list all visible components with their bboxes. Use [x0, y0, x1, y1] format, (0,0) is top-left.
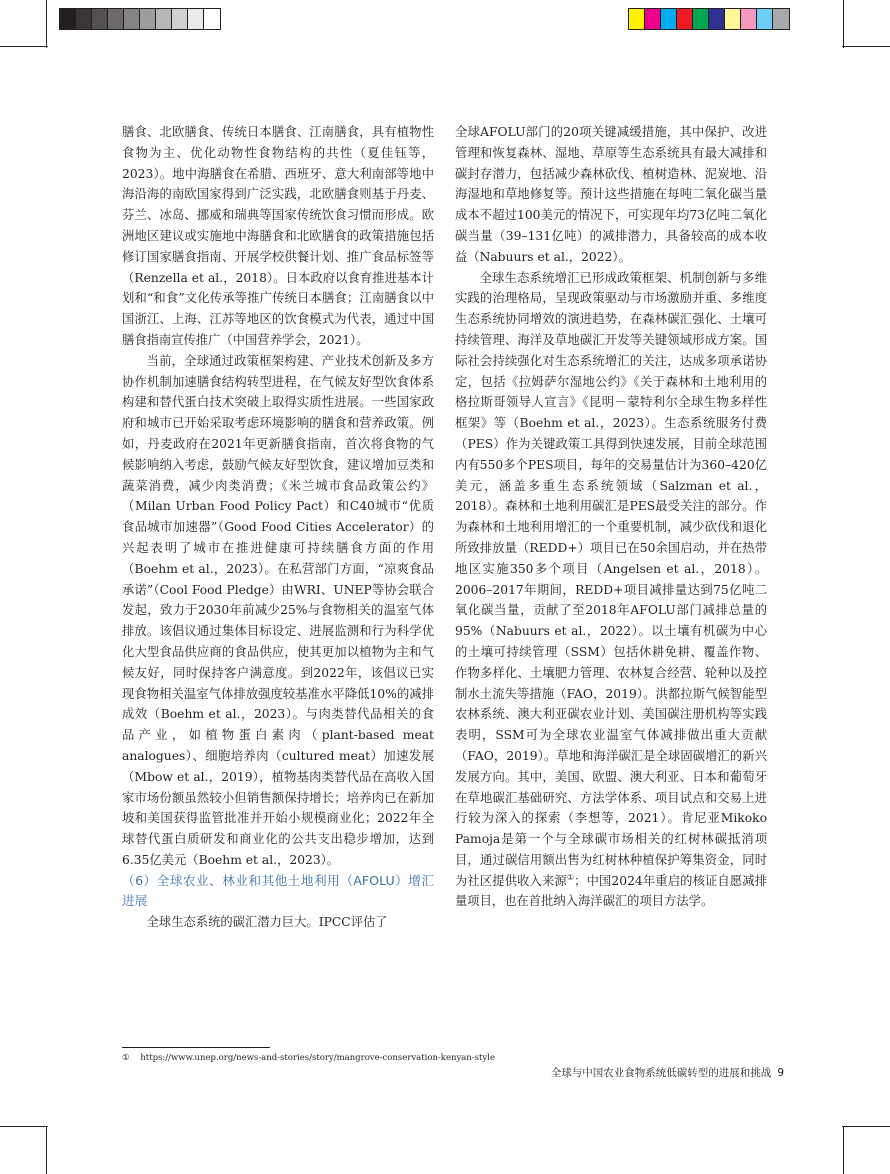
crop-mark-top-right-v	[843, 0, 844, 48]
gray-swatch-4	[108, 9, 124, 29]
gray-swatch-10	[204, 9, 220, 29]
section-heading-afolu: （6）全球农业、林业和其他土地利用（AFOLU）增汇进展	[122, 872, 434, 909]
gray-swatch-9	[188, 9, 204, 29]
gray-swatch-8	[172, 9, 188, 29]
grayscale-color-bar	[59, 8, 221, 30]
process-swatch-10	[773, 9, 789, 29]
footnote	[122, 1052, 682, 1064]
right-paragraph-2	[455, 268, 767, 913]
page-number: 9	[777, 1067, 784, 1079]
footnote-divider	[122, 1047, 270, 1048]
running-footer	[551, 1066, 784, 1080]
process-swatch-3	[661, 9, 677, 29]
gray-swatch-5	[124, 9, 140, 29]
process-swatch-9	[757, 9, 773, 29]
footnote-reference[interactable]: ①	[566, 872, 575, 882]
right-paragraph-1: 全球AFOLU部门的20项关键减缓措施，其中保护、改进管理和恢复森林、湿地、草原等生态系统具有最大减排和碳封存潜力，包括减少森林砍伐、植树造林、泥炭地、沿海湿地和草地修复等。预计这些措施在每吨二氧化碳当量成本不超过100美元的情况下，可实现年均73亿吨二氧化碳当量（39–131亿吨）的减排潜力，具备较高的成本收益（Nabuurs et al.，2022）。	[455, 125, 767, 264]
crop-mark-top-right-h	[842, 46, 890, 47]
process-swatch-5	[693, 9, 709, 29]
gray-swatch-2	[76, 9, 92, 29]
process-swatch-7	[725, 9, 741, 29]
gray-swatch-1	[60, 9, 76, 29]
left-text-column	[122, 122, 434, 933]
process-swatch-1	[629, 9, 645, 29]
left-paragraph-2: 当前，全球通过政策框架构建、产业技术创新及多方协作机制加速膳食结构转型进程，在气候友好型饮食体系构建和替代蛋白技术突破上取得实质性进展。一些国家政府和城市已开始采取考虑环境影响的膳食和营养政策。例如，丹麦政府在2021年更新膳食指南，首次将食物的气候影响纳入考虑，鼓励气候友好型饮食，建议增加豆类和蔬菜消费，减少肉类消费；《米兰城市食品政策公约》（Milan Urban Food Policy Pact）和C40城市“优质食品城市加速器”（Good Food Cities Accelerator）的兴起表明了城市在推进健康可持续膳食方面的作用（Boehm et al.，2023）。在私营部门方面，“凉爽食品承诺”（Cool Food Pledge）由WRI、UNEP等协会联合发起，致力于2030年前减少25%与食物相关的温室气体排放。该倡议通过集体目标设定、进展监测和行为科学优化大型食品供应商的食品供应，使其更加以植物为主和气候友好，同时保持客户满意度。到2022年，该倡议已实现食物相关温室气体排放强度较基准水平降低10%的减排成效（Boehm et al.，2023）。与肉类替代品相关的食品产业，如植物蛋白素肉（plant-based meat analogues）、细胞培养肉（cultured meat）加速发展（Mbow et al.，2019），植物基肉类替代品在高收入国家市场份额虽然较小但销售额保持增长；培养肉已在新加坡和美国获得监管批准并开始小规模商业化；2022年全球替代蛋白质研发和商业化的公共支出稳步增加，达到6.35亿美元（Boehm et al.，2023）。	[122, 353, 434, 867]
left-paragraph-1: 膳食、北欧膳食、传统日本膳食、江南膳食，具有植物性食物为主、优化动物性食物结构的共性（夏佳钰等，2023）。地中海膳食在希腊、西班牙、意大利南部等地中海沿海的南欧国家得到广泛实践，北欧膳食则基于丹麦、芬兰、冰岛、挪威和瑞典等国家传统饮食习惯而形成。欧洲地区建议或实施地中海膳食和北欧膳食的政策措施包括修订国家膳食指南、开展学校供餐计划、推广食品标签等（Renzella et al.，2018）。日本政府以食育推进基本计划和“和食”文化传承等推广传统日本膳食；江南膳食以中国浙江、上海、江苏等地区的饮食模式为代表，通过中国膳食指南宣传推广（中国营养学会，2021）。	[122, 125, 434, 347]
crop-mark-top-left-v	[46, 0, 47, 48]
running-footer-title: 全球与中国农业食物系统低碳转型的进展和挑战	[550, 1067, 772, 1079]
right-paragraph-2-text: 全球生态系统增汇已形成政策框架、机制创新与多维实践的治理格局，呈现政策驱动与市场激励并重、多维度生态系统协同增效的演进趋势，在森林碳汇强化、土壤可持续管理、海洋及草地碳汇开发等关键领域形成方案。国际社会持续强化对生态系统增汇的关注，达成多项承诺协定，包括《拉姆萨尔湿地公约》《关于森林和土地利用的格拉斯哥领导人宣言》《昆明－蒙特利尔全球生物多样性框架》等（Boehm et al.，2023）。生态系统服务付费（PES）作为关键政策工具得到快速发展，目前全球范围内有550多个PES项目，每年的交易量估计为360–420亿美元，涵盖多重生态系统领域（Salzman et al.，2018）。森林和土地利用碳汇是PES最受关注的部分。作为森林和土地利用增汇的一个重要机制，减少砍伐和退化所致排放量（REDD+）项目已在50余国启动，并在热带地区实施350多个项目（Angelsen et al.，2018）。2006–2017年期间，REDD+项目减排量达到75亿吨二氧化碳当量，贡献了至2018年AFOLU部门减排总量的95%（Nabuurs et al.，2022）。以土壤有机碳为中心的土壤可持续管理（SSM）包括休耕免耕、覆盖作物、作物多样化、土壤肥力管理、农林复合经营、轮种以及控制水土流失等措施（FAO，2019）。洪都拉斯气候智能型农林系统、澳大利亚碳农业计划、美国碳注册机构等实践表明，SSM可为全球农业温室气体减排做出重大贡献（FAO，2019）。草地和海洋碳汇是全球固碳增汇的新兴发展方向。其中，美国、欧盟、澳大利亚、日本和葡萄牙在草地碳汇基础研究、方法学体系、项目试点和交易上进行较为深入的探索（李想等，2021）。肯尼亚Mikoko Pamoja是第一个与全球碳市场相关的红树林碳抵消项目，通过碳信用额出售为红树林种植保护筹集资金，同时为社区提供收入来源	[455, 270, 767, 888]
process-color-bar	[628, 8, 790, 30]
process-swatch-4	[677, 9, 693, 29]
crop-mark-top-left-h	[0, 46, 48, 47]
process-swatch-8	[741, 9, 757, 29]
gray-swatch-7	[156, 9, 172, 29]
crop-mark-bottom-left-h	[0, 1126, 48, 1127]
left-paragraph-3: 全球生态系统的碳汇潜力巨大。IPCC评估了	[146, 915, 388, 930]
crop-mark-bottom-right-v	[843, 1126, 844, 1174]
footnote-marker: ①	[122, 1053, 130, 1063]
right-text-column	[455, 122, 767, 912]
crop-mark-bottom-right-h	[842, 1126, 890, 1127]
gray-swatch-3	[92, 9, 108, 29]
footnote-url[interactable]: https://www.unep.org/news-and-stories/story/mangrove-conservation-kenyan-style	[140, 1053, 495, 1063]
process-swatch-2	[645, 9, 661, 29]
process-swatch-6	[709, 9, 725, 29]
crop-mark-bottom-left-v	[46, 1126, 47, 1174]
gray-swatch-6	[140, 9, 156, 29]
right-paragraph-2-tail: ；中国2024年重启的核证自愿减排量项目，也在首批纳入海洋碳汇的项目方法学。	[455, 873, 767, 909]
